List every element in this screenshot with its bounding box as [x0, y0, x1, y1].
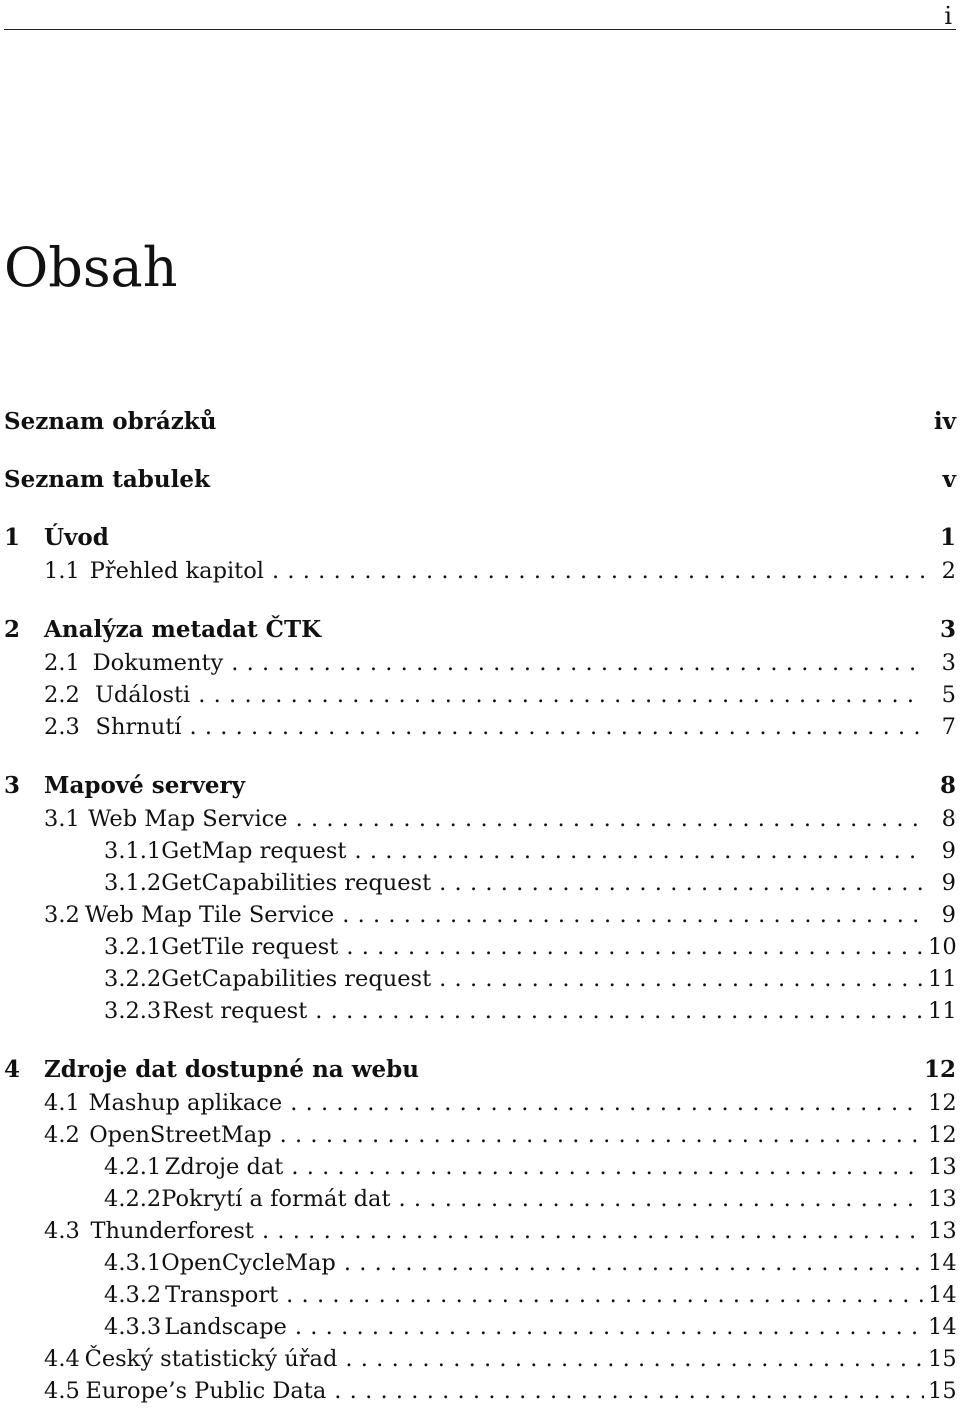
dot-leader: [334, 1378, 924, 1404]
toc-entry-page: iv: [933, 408, 956, 435]
toc-entry-label: Události: [94, 682, 191, 708]
toc-entry-label: Web Map Service: [88, 806, 288, 832]
toc-entry-page: 7: [941, 714, 956, 740]
toc-entry[interactable]: [4, 524, 956, 556]
toc-entry[interactable]: [4, 806, 956, 838]
toc-entry[interactable]: [4, 838, 956, 870]
toc-entry-number: 4.2.1: [104, 1154, 162, 1180]
dot-leader: [198, 682, 924, 708]
dot-leader: [295, 1314, 924, 1340]
dot-leader: [272, 558, 924, 584]
toc-entry-number: 4.1: [44, 1090, 80, 1116]
toc-entry-label: GetTile request: [161, 934, 339, 960]
page-number: i: [944, 2, 952, 30]
toc-entry-page: 11: [928, 966, 957, 992]
dot-leader: [342, 902, 924, 928]
toc-entry-label: Transport: [165, 1282, 279, 1308]
toc-entry-number: 4: [4, 1056, 21, 1083]
dot-leader: [296, 806, 924, 832]
toc-entry-number: 3.2: [44, 902, 80, 928]
toc-entry-label: Landscape: [164, 1314, 287, 1340]
toc-entry-number: 2.2: [44, 682, 80, 708]
toc-entry[interactable]: [4, 1346, 956, 1378]
toc-entry-number: 4.3.3: [104, 1314, 162, 1340]
dot-leader: [439, 966, 924, 992]
toc-entry-page: 3: [939, 616, 956, 643]
toc-entry-page: 13: [928, 1186, 957, 1212]
toc-entry-label: Mapové servery: [44, 772, 245, 799]
dot-leader: [290, 1090, 924, 1116]
toc-entry-number: 4.5: [44, 1378, 80, 1404]
toc-entry-label: GetCapabilities request: [161, 870, 432, 896]
toc-entry[interactable]: [4, 1186, 956, 1218]
toc-entry-number: 2.1: [44, 650, 80, 676]
toc-entry-number: 4.2.2: [104, 1186, 162, 1212]
toc-entry[interactable]: [4, 772, 956, 804]
toc-entry-page: 13: [928, 1218, 957, 1244]
toc-entry[interactable]: [4, 966, 956, 998]
toc-entry-number: 4.4: [44, 1346, 80, 1372]
toc-entry-page: 5: [941, 682, 956, 708]
toc-entry-number: 4.3: [44, 1218, 80, 1244]
toc-entry-label: Thunderforest: [90, 1218, 254, 1244]
toc-entry-number: 3.2.3: [104, 998, 162, 1024]
dot-leader: [286, 1282, 924, 1308]
toc-entry[interactable]: [4, 1056, 956, 1088]
toc-entry-label: Rest request: [162, 998, 308, 1024]
toc-entry-page: 9: [941, 838, 956, 864]
toc-entry[interactable]: [4, 902, 956, 934]
table-of-contents: [4, 0, 956, 1416]
toc-entry[interactable]: [4, 998, 956, 1030]
toc-entry-page: 12: [928, 1090, 957, 1116]
toc-entry-label: Seznam tabulek: [4, 466, 210, 493]
toc-entry[interactable]: [4, 1154, 956, 1186]
toc-entry[interactable]: [4, 934, 956, 966]
toc-entry[interactable]: [4, 1218, 956, 1250]
toc-entry-page: 9: [941, 870, 956, 896]
toc-entry-page: 12: [928, 1122, 957, 1148]
dot-leader: [346, 934, 924, 960]
toc-entry-label: Český statistický úřad: [84, 1346, 338, 1372]
toc-entry[interactable]: [4, 682, 956, 714]
dot-leader: [344, 1250, 924, 1276]
toc-entry-label: GetMap request: [161, 838, 347, 864]
toc-entry-number: 3.1.2: [104, 870, 162, 896]
toc-entry-label: Přehled kapitol: [89, 558, 264, 584]
toc-entry-number: 4.2: [44, 1122, 80, 1148]
toc-entry-label: Zdroje dat dostupné na webu: [44, 1056, 419, 1083]
dot-leader: [399, 1186, 924, 1212]
toc-entry-label: Shrnutí: [95, 714, 182, 740]
toc-entry-number: 3.2.1: [104, 934, 162, 960]
toc-entry-number: 1: [4, 524, 21, 551]
toc-entry[interactable]: [4, 650, 956, 682]
toc-entry[interactable]: [4, 1378, 956, 1410]
toc-entry-number: 3.1: [44, 806, 80, 832]
toc-entry-page: 12: [923, 1056, 956, 1083]
toc-entry-number: 4.3.1: [104, 1250, 162, 1276]
toc-entry-page: 15: [928, 1346, 957, 1372]
dot-leader: [231, 650, 924, 676]
toc-entry[interactable]: [4, 714, 956, 746]
toc-entry-page: 3: [941, 650, 956, 676]
dot-leader: [354, 838, 924, 864]
toc-entry-page: 1: [939, 524, 956, 551]
toc-entry[interactable]: [4, 408, 956, 440]
toc-entry-label: Pokrytí a formát dat: [161, 1186, 391, 1212]
toc-entry-label: OpenStreetMap: [89, 1122, 272, 1148]
toc-entry-label: Úvod: [44, 524, 109, 551]
toc-entry-page: 10: [928, 934, 957, 960]
toc-entry-page: 9: [941, 902, 956, 928]
toc-entry-label: Mashup aplikace: [88, 1090, 283, 1116]
toc-entry[interactable]: [4, 1250, 956, 1282]
toc-entry[interactable]: [4, 616, 956, 648]
dot-leader: [280, 1122, 924, 1148]
dot-leader: [262, 1218, 924, 1244]
toc-entry-label: Europe’s Public Data: [85, 1378, 327, 1404]
toc-entry[interactable]: [4, 1282, 956, 1314]
toc-entry-label: GetCapabilities request: [161, 966, 432, 992]
toc-entry-label: Zdroje dat: [164, 1154, 284, 1180]
dot-leader: [189, 714, 924, 740]
dot-leader: [315, 998, 924, 1024]
page-title: Obsah: [4, 236, 178, 299]
toc-entry-label: OpenCycleMap: [161, 1250, 336, 1276]
toc-entry-page: 14: [928, 1314, 957, 1340]
toc-entry-label: Dokumenty: [92, 650, 224, 676]
toc-entry[interactable]: [4, 870, 956, 902]
toc-entry[interactable]: [4, 1122, 956, 1154]
toc-entry-page: 14: [928, 1250, 957, 1276]
toc-entry-number: 1.1: [44, 558, 80, 584]
toc-entry-page: 15: [928, 1378, 957, 1404]
toc-entry[interactable]: [4, 1090, 956, 1122]
toc-entry[interactable]: [4, 1314, 956, 1346]
dot-leader: [345, 1346, 924, 1372]
toc-entry-label: Web Map Tile Service: [84, 902, 335, 928]
toc-entry-page: v: [942, 466, 956, 493]
toc-entry-page: 2: [941, 558, 956, 584]
toc-entry-number: 3.2.2: [104, 966, 162, 992]
toc-entry[interactable]: [4, 558, 956, 590]
toc-entry-label: Seznam obrázků: [4, 408, 217, 435]
toc-entry-number: 2.3: [44, 714, 80, 740]
toc-entry-number: 3.1.1: [104, 838, 162, 864]
toc-entry-number: 3: [4, 772, 21, 799]
toc-entry-page: 13: [928, 1154, 957, 1180]
toc-entry-page: 11: [928, 998, 957, 1024]
toc-entry-label: Analýza metadat ČTK: [44, 616, 322, 643]
dot-leader: [291, 1154, 924, 1180]
toc-entry-number: 2: [4, 616, 21, 643]
toc-entry-page: 8: [941, 806, 956, 832]
toc-entry[interactable]: [4, 466, 956, 498]
toc-entry-page: 14: [928, 1282, 957, 1308]
dot-leader: [439, 870, 924, 896]
toc-entry-page: 8: [939, 772, 956, 799]
toc-entry-number: 4.3.2: [104, 1282, 162, 1308]
